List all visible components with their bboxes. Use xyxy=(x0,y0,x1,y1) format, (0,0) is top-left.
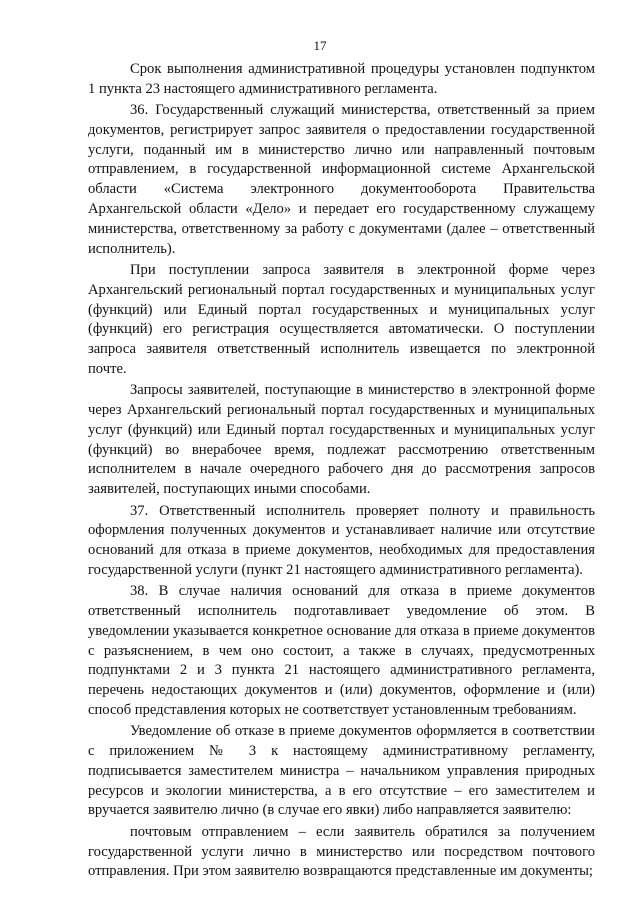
paragraph-38: 38. В случае наличия оснований для отказа в приеме документов ответственный исполнитель подготавливает уведомление об этом. В уведомлении указывается конкретное основание для отказа в приеме документов с разъяснением, в чем оно состоит, а также в случаях, предусмотренных подпунктами 2 и 3 пункта 21 настоящего административного регламента, перечень недостающих документов и (или) документов, оформление и (или) способ представления которых не соответствует установленным требованиям. xyxy=(88,583,595,718)
paragraph-deadline: Срок выполнения административной процедуры установлен подпунктом 1 пункта 23 настоящего административного регламента. xyxy=(88,61,595,97)
paragraph-electronic-request: При поступлении запроса заявителя в электронной форме через Архангельский региональный портал государственных и муниципальных услуг (функций) или Единый портал государственных и муниципальных услуг (функций) его регистрация осуществляется автоматически. О поступлении запроса заявителя ответственный исполнитель извещается по электронной почте. xyxy=(88,261,595,377)
paragraph-36: 36. Государственный служащий министерства, ответственный за прием документов, регистрирует запрос заявителя о предоставлении государственной услуги, поданный им в министерство лично или направленный почтовым отправлением, в государственной информационной системе Архангельской области «Система электронного документооборота Правительства Архангельской области «Дело» и передает его государственному служащему министерства, ответственному за работу с документами (далее – ответственный исполнитель). xyxy=(88,102,595,257)
paragraph-postal-delivery: почтовым отправлением – если заявитель обратился за получением государственной услуги лично в министерство или посредством почтового отправления. При этом заявителю возвращаются представленные им документы; xyxy=(88,823,595,880)
page-number: 17 xyxy=(313,38,327,53)
document-body xyxy=(88,60,595,884)
paragraph-37: 37. Ответственный исполнитель проверяет полноту и правильность оформления полученных документов и устанавливает наличие или отсутствие оснований для отказа в приеме документов, необходимых для предоставления государственной услуги (пункт 21 настоящего административного регламента). xyxy=(88,502,595,578)
paragraph-off-hours-requests: Запросы заявителей, поступающие в министерство в электронной форме через Архангельский региональный портал государственных и муниципальных услуг (функций) или Единый портал государственных и муниципальных услуг (функций) во внерабочее время, подлежат рассмотрению ответственным исполнителем в начале очередного рабочего дня до рассмотрения запросов заявителей, поступающих иными способами. xyxy=(88,382,595,498)
paragraph-refusal-notice: Уведомление об отказе в приеме документов оформляется в соответствии с приложением № 3 к настоящему административному регламенту, подписывается заместителем министра – начальником управления природных ресурсов и экологии министерства, а в его отсутствие – его заместителем и вручается заявителю лично (в случае его явки) либо направляется заявителю: xyxy=(88,723,595,819)
